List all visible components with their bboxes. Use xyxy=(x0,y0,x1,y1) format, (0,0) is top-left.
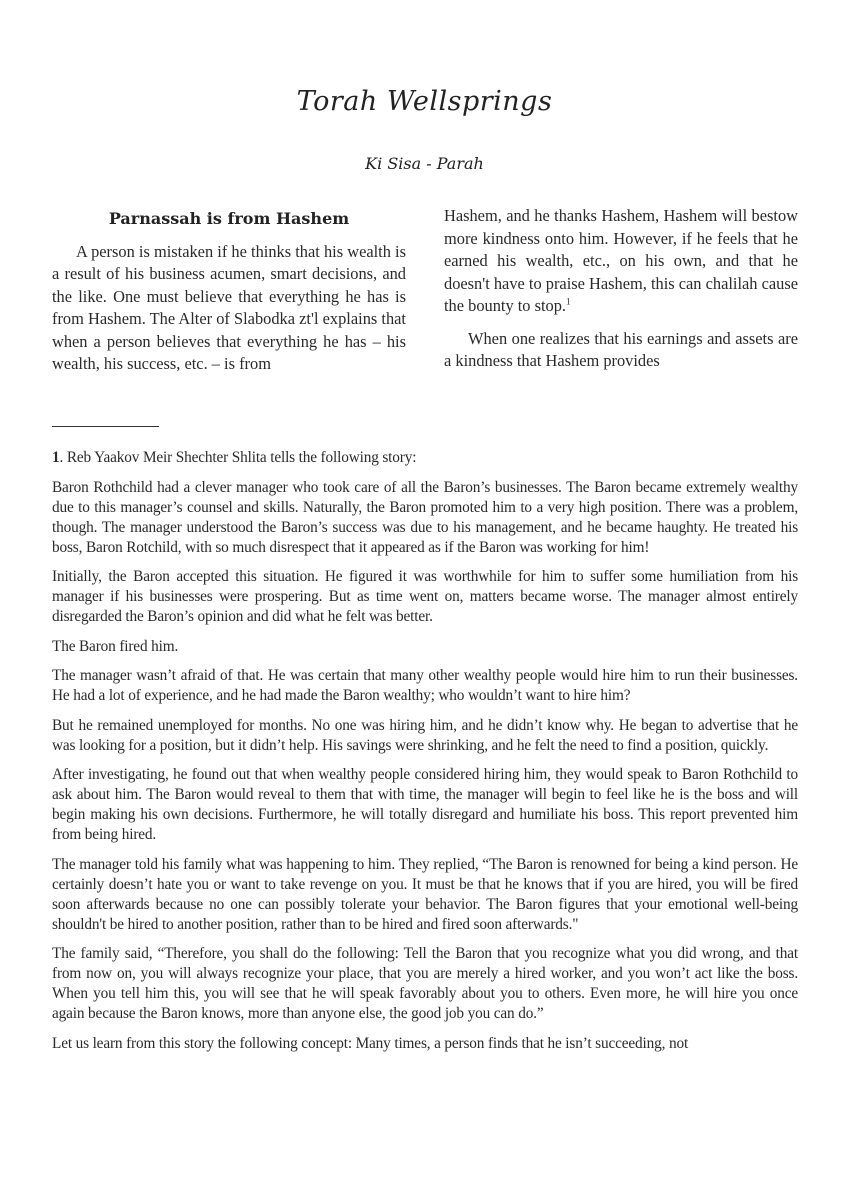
footnote-intro xyxy=(52,448,798,468)
footnote-paragraph: Let us learn from this story the following concept: Many times, a person finds that he isn’t succeeding, not xyxy=(52,1034,689,1052)
left-column xyxy=(52,205,406,376)
body-text: Hashem, and he thanks Hashem, Hashem will bestow more kindness onto him. However, if he feels that he earned his wealth, etc., on his own, and that he doesn't have to praise Hashem, this can chalilah cause the bounty to stop. xyxy=(444,206,798,315)
footnote-intro-text: . Reb Yaakov Meir Shechter Shlita tells the following story: xyxy=(59,449,417,466)
footnote-paragraph: Initially, the Baron accepted this situation. He figured it was worthwhile for him to suffer some humiliation from his manager if his businesses were prospering. But as time went on, matters became worse. The manager almost entirely disregarded the Baron’s opinion and did what he felt was better. xyxy=(52,568,798,625)
footnote-divider xyxy=(52,426,159,427)
body-paragraph: A person is mistaken if he thinks that his wealth is a result of his business acumen, smart decisions, and the like. One must believe that everything he has is from Hashem. The Alter of Slabodka zt'l explains that when a person believes that everything he has – his wealth, his success, etc. – is from xyxy=(52,241,406,373)
footnotes-section xyxy=(52,448,798,1063)
section-heading: Parnassah is from Hashem xyxy=(108,209,350,228)
footnote-paragraph: Baron Rothchild had a clever manager who took care of all the Baron’s businesses. The Baron became extremely wealthy due to this manager’s counsel and skills. Naturally, the Baron promoted him to a very high position. There was a problem, though. The manager understood the Baron’s success was due to his management, and he became haughty. He treated his boss, Baron Rotchild, with so much disrespect that it appeared as if the Baron was working for him! xyxy=(52,478,798,556)
body-paragraph: When one realizes that his earnings and assets are a kindness that Hashem provides xyxy=(444,328,798,370)
footnote-paragraph: But he remained unemployed for months. No one was hiring him, and he didn’t know why. He began to advertise that he was looking for a position, but it didn’t help. His savings were shrinking, and he felt the need to find a position, quickly. xyxy=(52,716,798,754)
right-column xyxy=(444,205,798,373)
footnote-paragraph: The Baron fired him. xyxy=(52,637,179,655)
footnote-reference[interactable]: 1 xyxy=(566,296,571,307)
document-title: Torah Wellsprings xyxy=(296,86,553,117)
footnote-paragraph: The manager told his family what was happening to him. They replied, “The Baron is renowned for being a kind person. He certainly doesn’t hate you or want to take revenge on you. It must be that he knows that if you are hired, you will be fired soon afterwards because no one can possibly tolerate your behavior. The Baron figures that your emotional well-being shouldn't be hired to another position, rather than to be hired and fired soon afterwards." xyxy=(52,855,798,933)
document-subtitle: Ki Sisa - Parah xyxy=(365,154,484,173)
body-paragraph-continued xyxy=(444,205,798,318)
footnote-paragraph: The manager wasn’t afraid of that. He was certain that many other wealthy people would hire him to run their businesses. He had a lot of experience, and he had made the Baron wealthy; who wouldn’t want to hire him? xyxy=(52,667,798,704)
footnote-paragraph: After investigating, he found out that when wealthy people considered hiring him, they would speak to Baron Rothchild to ask about him. The Baron would reveal to them that with time, the manager will begin to feel like he is the boss and will begin making his own decisions. Furthermore, he will totally disregard and humiliate his boss. This report prevented him from being hired. xyxy=(52,766,798,843)
footnote-paragraph: The family said, “Therefore, you shall do the following: Tell the Baron that you recognize what you did wrong, and that from now on, you will always recognize your place, that you are merely a hired worker, and you won’t act like the boss. When you tell him this, you will see that he will speak favorably about you to others. Even more, he will hire you once again because the Baron knows, more than anyone else, the good job you can do.” xyxy=(52,945,798,1022)
footnote-number: 1 xyxy=(52,449,60,466)
